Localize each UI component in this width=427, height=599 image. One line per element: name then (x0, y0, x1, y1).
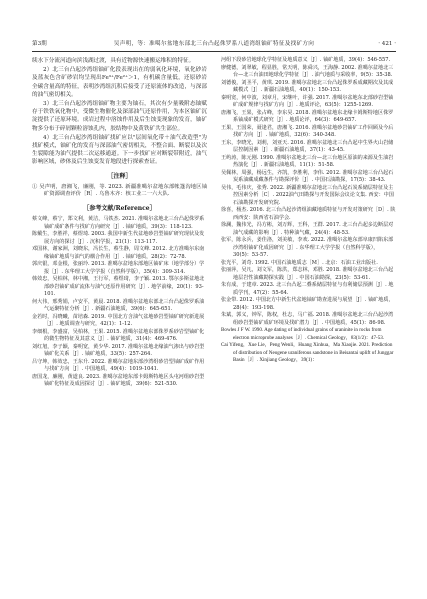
reference-item: 刘红旭，李子颖，秦明宽，黄少华. 2017. 准噶尔盆地北缘油气渗出与砂岩型铀矿化关系［J］. 铀矿地质，33(5)：257-264. (32, 343, 205, 358)
reference-item: 吴伟，毛伟庆，张秀. 2022. 新疆准噶尔盆地北三台凸起石炭系储层特征及主控因素分析［C］. 2022油气田勘探与开发国际会议论文集. 西安：中国石油勘探开发研究院. (221, 184, 394, 206)
reference-item: 刘德俊，刘圣平，黄琪. 2019. 准噶尔盆地北三台凸起侏罗系成藏期次及其成藏模式［J］. 新疆石油地质，40(1)：150-153. (221, 79, 394, 93)
reference-item: 唐湘飞，王果，张占峰，李东昊. 2018. 准噶尔盆地东北缘卡姆斯特地区侏罗系铀成矿模式研究［J］. 地质论评，64(3)：649-657. (221, 109, 394, 123)
running-title: 吴声明，等：准噶尔盆地东部北三台凸起侏罗系八道湾组铀矿特征及找矿方向 (113, 41, 315, 47)
reference-item: 吴佩林，周强，杨远生，齐凯，李胜利，李伟. 2012. 准噶尔盆地三台凸起石炭系油藏成藏条件与勘探评价［J］. 中国石油勘探，17(5)：38-43. (221, 169, 394, 183)
header-rule (32, 51, 396, 52)
reference-item: 徐澜，魏伟光，冯方彬，刘万辉，王科，王群. 2017. 北三台凸起多边断层对油气成藏的影响［J］. 特种油气藏，24(4)：48-53. (221, 222, 394, 236)
conclusion-paragraph: 续水下分流河道向滨浅湖过渡，具有近物源快速搬运堆积的特征。 (32, 58, 195, 64)
right-column (221, 57, 396, 365)
reference-item: Cai Yifeng，Xue Lie，Peng Wenli，Huang Xinhua，Ma Xiaojie. 2021. Prediction of distribution of Neogene uraniferous sandstone in Beisantai uplift of Junggar Basin［J］. Xinjiang Geology，39(1)： (221, 342, 394, 363)
reference-item: 张军，陈永兵，姜佳洛，刘美敏，李欢. 2022. 准噶尔盆地东部阜康凹陷东部沙湾组铀矿化成因研究［J］. 东华理工大学学报（自然科学版），30(5)：53-57. (221, 237, 394, 258)
reference-item: 王东，李晓光，刘莉，刘亚天. 2016. 准噶尔盆地北三台凸起中生界火山岩储层控制因素［J］. 新疆石油地质，37(1)：43-45. (221, 139, 394, 153)
reference-item: 张光平，刘奇. 1992. 中国石油地质志［M］. 北京：石油工业出版社. (221, 259, 378, 266)
conclusion-paragraph: 3）北三台凸起沙湾组铀矿物主要为铀石，其次有少量吸附态铀赋存于铁铁氧化物中，受微生物催化及深部油气还原作用，为本区铀矿沉淀提供了还原环境。成岩过程中溶蚀作用及后生蚀变现象的发育，铀矿物多分布于碎屑颗粒溶蚀孔内，胶结物中及黄铁矿共生部位。 (32, 101, 207, 132)
reference-item: 邓国林，谢家洲，刘晓东，冯长生，蔡生静，周文峰. 2012. 北方准噶尔东南缘铀矿地质与油气的耦合作用［J］. 铀矿地质，28(2)：72-78. (32, 246, 205, 260)
reference-item: 朱斌，郭义，钟军，陈权，杜志，马广福. 2018. 准噶尔盆地北三台凸起沙湾组砂岩型铀矿成矿环境及找矿潜力［J］. 中国地质，45(1)：86-98. (221, 312, 394, 326)
reference-item: 郭庆银，邓金根，张丽玲. 2013. 准噶尔盆地东部地区铀矿床（地学部分）学报［J］. 东华理工大学学报（自然科学版），35(4)：309-314. (32, 261, 205, 275)
reference-item: 陈戴生，李胜祥，蔡煜琦. 2003. 我国中新生代盆地砂岩型铀矿研究现状及发展方向的探讨［J］. 沉积学报，21(1)：113-117. (32, 231, 205, 245)
issue-label: 第3期 (32, 41, 47, 47)
reference-item: 秦明宽，何中波，刘章月，宋继叶，许强. 2017. 准噶尔盆地东北部砂岩型铀矿成矿规律与找矿方向［J］. 地质评论，63(5)：1255-1269. (221, 94, 394, 108)
reference-item: 唐国龙，廉刚，黄道良. 2023. 准噶尔盆地东部卡姆斯特地区头屯河组砂岩型铀矿化特征及成因探讨［J］. 铀矿地质，39(6)：521-530. (32, 373, 205, 388)
note-item: ① 吴声明，唐湘飞，廉刚，等. 2023. 新疆准噶尔盆地东部帐篷沟地区铀矿资源调查评价［R］. 乌鲁木齐：核工业二一六大队. (32, 183, 207, 198)
reference-item: 河组下段砂岩地球化学特征及地质意义［J］. 铀矿地质，39(4)：546-557. (221, 57, 391, 63)
reference-item: 何大伟，邢秀娟，卢安平，黄晨. 2018. 准噶尔盆地东部北三台凸起侏罗系油气运聚特征分析［J］. 新疆石油地质，39(6)：645-651. (32, 298, 205, 313)
running-header (32, 38, 396, 50)
reference-item: 王屿涛，陈元刚. 1990. 准噶尔盆地北三台—北三台地区原油的来源及生油岩热演化［J］. 新疆石油地质，11(1)：51-58. (221, 154, 394, 168)
reference-item: Bowles J F W. 1990. Age dating of individual grains of uraninite in rocks from electron microprobe analyses［J］. Chemical Geology，83(1/2)：47-53. (221, 327, 385, 341)
reference-item: 徐喜，杨杰. 2016. 北三台凸起沙湾组油藏地质特征与开发对策研究［D］. 陕西西安：陕西省石油学会. (221, 207, 396, 221)
reference-item: 张金带. 2012. 中国北方中新生代盆地铀矿勘查进展与展望［J］. 铀矿地质，28(4)：193-198. (221, 297, 394, 311)
left-column (32, 57, 207, 389)
conclusion-paragraph: 2）北三台凸起沙湾组铀矿化段表现出在的弱氧化环境，氧化砂岩及蓝灰色含矿砂岩均呈现出Fe³⁺/Fe²⁺＞1，有机碳含量低，还原砂岩全碳含量高的特征，表明沙湾组沉积后接受了还原流体的改造，与深部的油气密切相关。 (32, 67, 207, 98)
reference-item: 金若时，冯晓曦，苗培森. 2019. 中国北方含油气盆地砂岩型铀矿研究新进展［J］. 地质调查与研究，42(1)：1-12. (32, 313, 205, 328)
reference-item: 廖健德，刘翠敏，程显胜，常天明，陈舜兴，王海静. 2002. 准噶尔盆地北三台—北三台油田地球化学特征［J］. 油气地质与采收率，9(5)：35-38. (221, 64, 394, 78)
notes-heading: ［注释］ (107, 172, 132, 180)
reference-item: 吕守坤，韩效忠，王东升. 2022. 准噶尔盆地东部沙湾组砂岩型铀矿成矿作用与找矿方向［J］. 中国地质，49(4)：1019-1041. (32, 358, 205, 373)
references-heading: ［参考文献/Reference］ (83, 205, 156, 213)
reference-item: 王果，王国荣，聂逢君，唐湘飞. 2016. 准噶尔盆地砂岩铀矿工作回顾及今后找矿方向［J］. 铀矿地质，32(6)：340-348. (221, 124, 394, 138)
reference-item: 李细根，李盛富，吴柏林，王果. 2015. 准噶尔盆地东部侏罗系砂岩型铀矿化的微生物特征及其意义［J］. 铀矿地质，31(4)：469-476. (32, 328, 205, 343)
reference-item: 张丽萍，吴凡，刘文军，陈洪，郑志林，邓胜. 2018. 准噶尔盆地北三台凸起地层岩性油藏勘探实践［J］. 中国石油勘探，23(5)：53-61. (221, 267, 394, 281)
page-number: · 421 · (378, 41, 396, 47)
reference-item: 蔡文峰，蔡宁，郑文利，黄洁，马铁杰. 2021. 准噶尔盆地北三台凸起侏罗系铀矿成矿条件与找矿方向研究［J］. 铀矿地质，39(3)：118-123. (32, 216, 205, 230)
reference-item: 朱有成，于建章. 2023. 北三台凸起二叠系储层特征与有利储层预测［J］. 地质学刊，47(2)：55-64. (221, 282, 394, 296)
conclusion-paragraph: 4）北三台凸起沙湾组铀矿找矿应以"层间氧化带＋油气改造型"为找矿模式，铀矿化的发育与深部油气密切相关，不整合面、断裂以及次生裂隙能为油气提供二次运移通道。下一步找矿应对断裂带附近，油气影响区域，砂体及后生蚀变发育地段进行探索查证。 (32, 134, 207, 166)
reference-item: 韩效忠，吴柏林，林中湘，王行军，蔡煜琦，李子颖. 2013. 鄂尔多斯盆地北部砂岩铀矿成矿流体与油气还原作用研究［J］. 地学前缘，20(1)：93-101. (32, 276, 205, 298)
